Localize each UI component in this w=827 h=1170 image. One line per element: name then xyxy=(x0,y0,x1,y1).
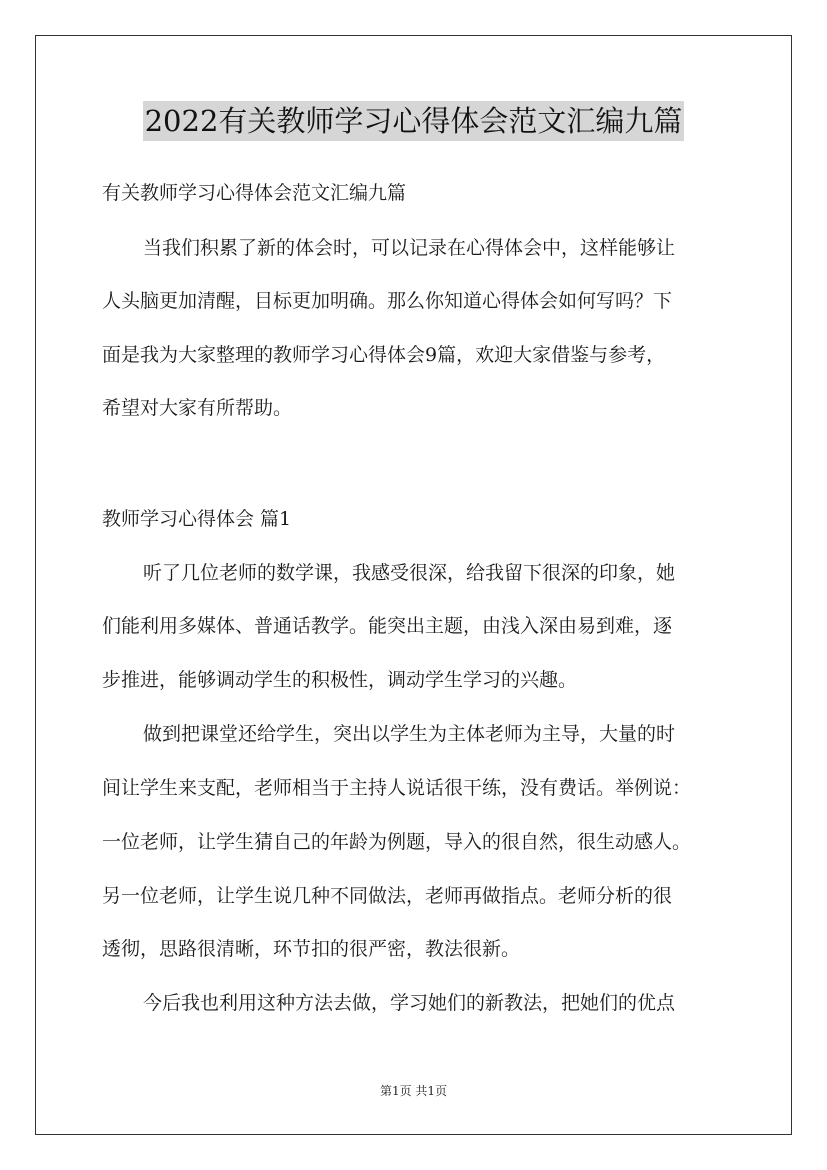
paragraph2-line-5: 透彻，思路很清晰，环节扣的很严密，教法很新。 xyxy=(102,938,521,960)
document-title: 2022有关教师学习心得体会范文汇编九篇 xyxy=(143,101,685,141)
paragraph2-line-1: 做到把课堂还给学生，突出以学生为主体老师为主导，大量的时 xyxy=(143,723,676,745)
document-subtitle: 有关教师学习心得体会范文汇编九篇 xyxy=(102,182,407,204)
intro-line-3: 面是我为大家整理的教师学习心得体会9篇，欢迎大家借鉴与参考， xyxy=(102,344,666,366)
intro-line-4: 希望对大家有所帮助。 xyxy=(102,397,293,419)
title-container xyxy=(0,101,827,141)
page-footer: 第1页 共1页 xyxy=(379,1084,448,1098)
paragraph1-line-2: 们能利用多媒体、普通话教学。能突出主题，由浅入深由易到难，逐 xyxy=(102,615,673,637)
section-heading: 教师学习心得体会 篇1 xyxy=(102,508,292,530)
paragraph3-line-1: 今后我也利用这种方法去做，学习她们的新教法，把她们的优点 xyxy=(143,992,676,1014)
intro-line-1: 当我们积累了新的体会时，可以记录在心得体会中，这样能够让 xyxy=(143,237,676,259)
paragraph1-line-3: 步推进，能够调动学生的积极性，调动学生学习的兴趣。 xyxy=(102,669,578,691)
intro-line-2: 人头脑更加清醒，目标更加明确。那么你知道心得体会如何写吗？下 xyxy=(102,290,673,312)
paragraph2-line-4: 另一位老师，让学生说几种不同做法，老师再做指点。老师分析的很 xyxy=(102,885,673,907)
paragraph1-line-1: 听了几位老师的数学课，我感受很深，给我留下很深的印象，她 xyxy=(143,562,676,584)
paragraph2-line-2: 间让学生来支配，老师相当于主持人说话很干练，没有费话。举例说： xyxy=(102,777,692,799)
paragraph2-line-3: 一位老师，让学生猜自己的年龄为例题，导入的很自然，很生动感人。 xyxy=(102,831,692,853)
